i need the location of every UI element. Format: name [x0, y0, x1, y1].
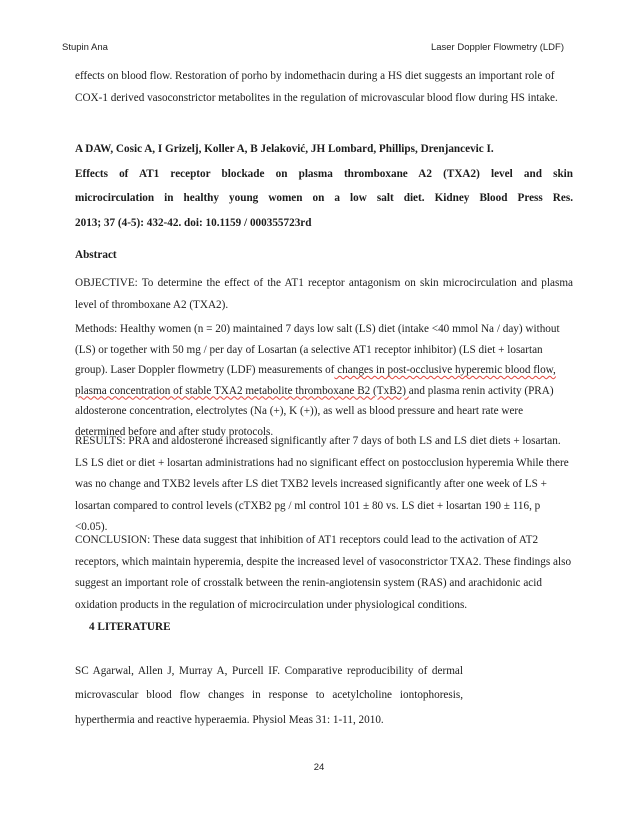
literature-heading: 4 LITERATURE	[89, 621, 171, 633]
citation-line: 2013; 37 (4-5): 432-42. doi: 10.1159 / 000355723rd	[75, 216, 312, 229]
literature-ref: SC Agarwal, Allen J, Murray A, Purcell IF. Comparative reproducibility of dermal microvascular blood flow changes in response to acetylcholine iontophoresis, hyperthermia and reactive hyperaemia. Physiol Meas 31: 1-11, 2010.	[75, 665, 463, 726]
citation-block	[75, 137, 573, 235]
methods-underlined-text: changes in post-occlusive hyperemic blood flow, plasma concentration of stable TXA2 metabolite thromboxane B2 (TxB2)	[75, 364, 556, 397]
abstract-results: RESULTS: PRA and aldosterone increased significantly after 7 days of both LS and LS diet diets + losartan. LS LS diet or diet + losartan administrations had no significant effect on postocclusion hyperemia While there was no change and TXB2 levels after LS diet TXB2 levels increased significantly after one week of LS + losartan compared to control levels (cTXB2 pg / ml control 101 ± 80 vs. LS diet + losartan 190 ± 116, p <0.05).	[75, 435, 569, 533]
abstract-conclusion: CONCLUSION: These data suggest that inhibition of AT1 receptors could lead to the activation of AT2 receptors, which maintain hyperemia, despite the increased level of vasoconstrictor TXA2. These findings also suggest an important role of crosstalk between the renin-angiotensin system (RAS) and arachidonic acid oxidation products in the regulation of microcirculation under physiological conditions.	[75, 534, 572, 611]
page-number: 24	[313, 762, 325, 773]
running-header-author: Stupin Ana	[62, 42, 108, 53]
abstract-objective: OBJECTIVE: To determine the effect of the AT1 receptor antagonism on skin microcirculation and plasma level of thromboxane A2 (TXA2).	[75, 277, 573, 311]
abstract-methods	[75, 319, 573, 442]
abstract-heading: Abstract	[75, 249, 117, 261]
citation-line: Effects of AT1 receptor blockade on plasma thromboxane A2 (TXA2) level and skin	[75, 167, 573, 180]
citation-line: A DAW, Cosic A, I Grizelj, Koller A, B Jelaković, JH Lombard, Phillips, Drenjancevic I.	[75, 143, 494, 155]
citation-line: microcirculation in healthy young women on a low salt diet. Kidney Blood Press Res.	[75, 192, 573, 204]
intro-paragraph: effects on blood flow. Restoration of porho by indomethacin during a HS diet suggests an important role of COX-1 derived vasoconstrictor metabolites in the regulation of microvascular blood flow during HS intake.	[75, 70, 558, 104]
methods-text: Methods: Healthy women (n = 20) maintained 7 days low salt (LS) diet (intake <40 mmol Na / day) without (LS) or together with 50 mg / per day of Losartan (a selective AT1 receptor inhibitor) (LS diet + losartan group). Laser Doppler flowmetry (LDF) measurements of	[75, 323, 560, 376]
methods-text-cont: and plasma renin activity (PRA) aldosterone concentration, electrolytes (Na (+), K (+)), as well as blood pressure and heart rate were determined before and after study protocols.	[75, 384, 554, 438]
running-header-title: Laser Doppler Flowmetry (LDF)	[430, 42, 564, 53]
